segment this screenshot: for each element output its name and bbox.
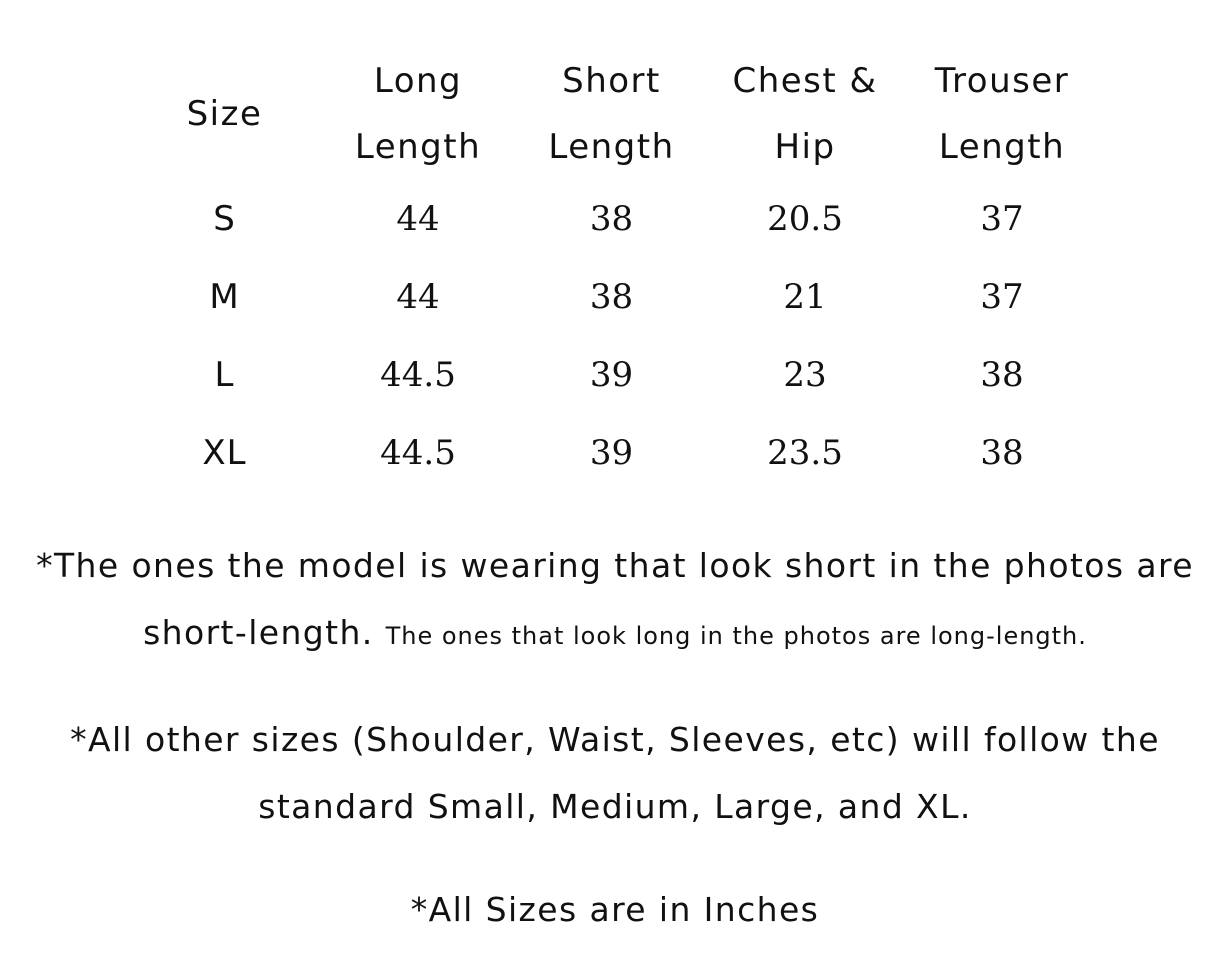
long-length-value: 44.5 xyxy=(380,433,456,473)
note-units: *All Sizes are in Inches xyxy=(410,890,820,929)
trouser-length-value: 38 xyxy=(980,433,1024,473)
header-long-length: Long Length xyxy=(354,61,482,167)
note-short-long-length xyxy=(0,532,1230,670)
size-label: M xyxy=(209,277,240,317)
short-length-value: 38 xyxy=(589,199,634,239)
short-length-value: 38 xyxy=(589,277,634,317)
size-label: S xyxy=(213,199,236,239)
notes-section xyxy=(0,532,1230,943)
header-short-length: Short Length xyxy=(548,61,675,167)
trouser-length-value: 38 xyxy=(980,355,1024,395)
table-row xyxy=(128,258,1102,336)
note-main-text: *The ones the model is wearing that look short in the photos are short-length. xyxy=(36,546,1194,652)
header-trouser-length: Trouser Length xyxy=(934,61,1070,167)
header-chest-hip: Chest & Hip xyxy=(732,61,878,167)
header-row xyxy=(128,48,1102,180)
chest-hip-value: 20.5 xyxy=(767,199,843,239)
chest-hip-value: 21 xyxy=(783,277,827,317)
size-label: L xyxy=(214,355,235,395)
size-label: XL xyxy=(202,433,247,473)
note-other-sizes: *All other sizes (Shoulder, Waist, Sleeves, etc) will follow the standard Small, Medium, Large, and XL. xyxy=(70,720,1160,826)
note-small-text: The ones that look long in the photos are long-length. xyxy=(385,622,1087,650)
chest-hip-value: 23.5 xyxy=(767,433,843,473)
short-length-value: 39 xyxy=(589,355,634,395)
header-size: Size xyxy=(186,94,263,134)
table-row xyxy=(128,180,1102,258)
long-length-value: 44 xyxy=(396,199,440,239)
trouser-length-value: 37 xyxy=(980,199,1024,239)
long-length-value: 44.5 xyxy=(380,355,456,395)
long-length-value: 44 xyxy=(396,277,440,317)
trouser-length-value: 37 xyxy=(980,277,1024,317)
chest-hip-value: 23 xyxy=(783,355,827,395)
table-row xyxy=(128,414,1102,492)
short-length-value: 39 xyxy=(589,433,634,473)
size-chart-table xyxy=(128,48,1102,492)
table-row xyxy=(128,336,1102,414)
